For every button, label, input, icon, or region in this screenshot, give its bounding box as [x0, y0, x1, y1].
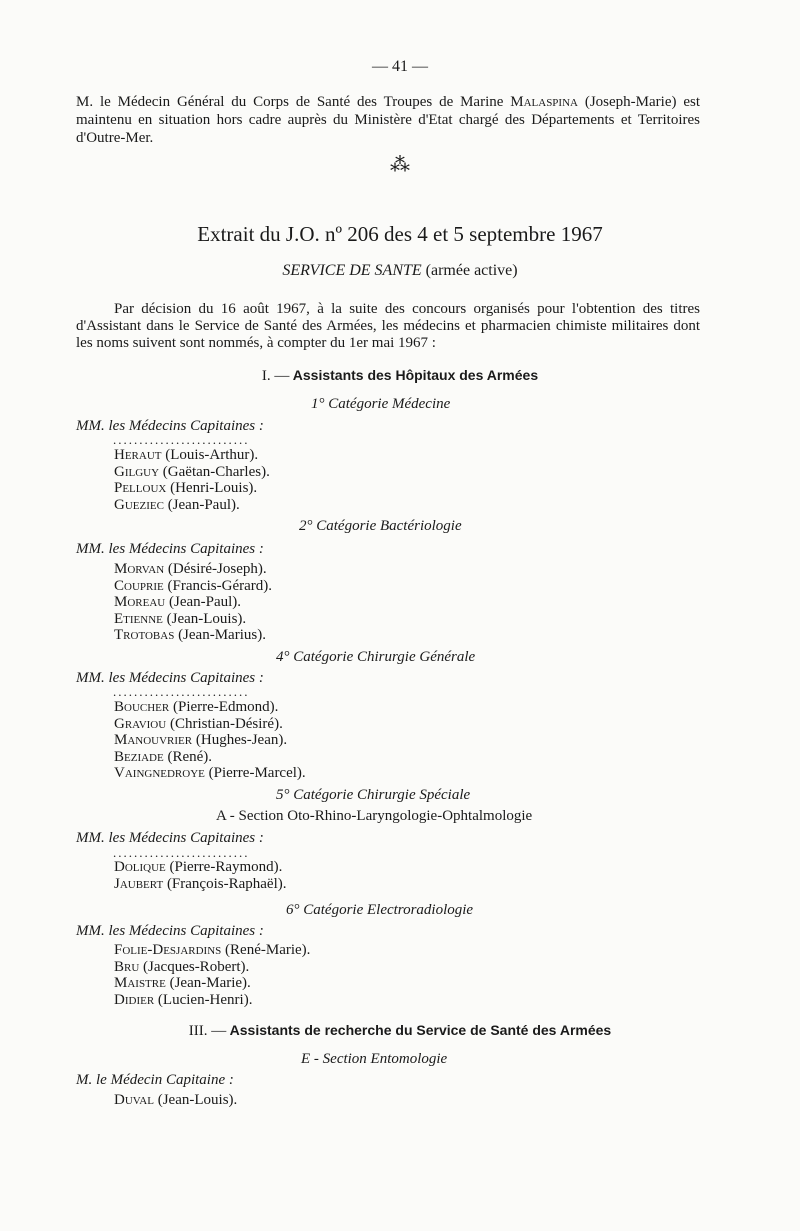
- category-2-group-label: MM. les Médecins Capitaines :: [76, 541, 264, 557]
- asterism-separator: ⁂: [390, 154, 410, 176]
- list-item: Beziade (René).: [114, 748, 213, 765]
- intro-rest: (Joseph-Marie) est maintenu en situation hors cadre auprès du Ministère d'Etat chargé des Départements et Territoires d'Outre-Mer.: [76, 94, 700, 146]
- list-item: Maistre (Jean-Marie).: [114, 975, 251, 991]
- category-1-dots: ..........................: [113, 432, 250, 447]
- list-item: Folie-Desjardins (René-Marie).: [114, 942, 311, 958]
- list-item: Trotobas (Jean-Marius).: [114, 627, 266, 643]
- list-item: Moreau (Jean-Paul).: [114, 594, 242, 610]
- section-iii-roman: III. —: [188, 1023, 227, 1039]
- category-6-heading: 6° Catégorie Electroradiologie: [286, 902, 474, 918]
- category-1-list: [114, 447, 270, 513]
- list-item: Etienne (Jean-Louis).: [114, 610, 247, 627]
- category-4-group-label: MM. les Médecins Capitaines :: [76, 670, 264, 686]
- list-item: Morvan (Désiré-Joseph).: [114, 561, 267, 577]
- category-6-list: [114, 942, 310, 1008]
- category-1-heading: 1° Catégorie Médecine: [311, 396, 451, 412]
- list-item: Graviou (Christian-Désiré).: [114, 715, 283, 732]
- list-item: Dolique (Pierre-Raymond).: [114, 859, 283, 875]
- list-item: Boucher (Pierre-Edmond).: [114, 699, 279, 715]
- list-item: Didier (Lucien-Henri).: [114, 991, 253, 1008]
- service-line: [0, 262, 800, 280]
- section-e-group-label: M. le Médecin Capitaine :: [76, 1072, 234, 1088]
- section-e-heading: E - Section Entomologie: [301, 1051, 448, 1067]
- list-item: Bru (Jacques-Robert).: [114, 958, 250, 975]
- decision-paragraph: Par décision du 16 août 1967, à la suite des concours organisés pour l'obtention des titres d'Assistant dans le Service de Santé des Armées, les médecins et pharmacien chimiste militaires dont les noms suivent sont nommés, à compter du 1er mai 1967 :: [76, 301, 700, 351]
- category-5-list: [114, 859, 286, 892]
- list-item: Jaubert (François-Raphaël).: [114, 875, 287, 892]
- category-4-list: [114, 699, 306, 782]
- category-5-subsection: A - Section Oto-Rhino-Laryngologie-Ophtalmologie: [216, 808, 533, 824]
- category-4-dots: ..........................: [113, 684, 250, 699]
- intro-name: Malaspina: [510, 94, 578, 110]
- section-i-roman: I. —: [261, 368, 290, 384]
- category-6-group-label: MM. les Médecins Capitaines :: [76, 923, 264, 939]
- list-item: Vaingnedroye (Pierre-Marcel).: [114, 765, 306, 781]
- section-e-list: [114, 1092, 237, 1109]
- intro-paragraph: [76, 93, 700, 147]
- section-i-title: Assistants des Hôpitaux des Armées: [289, 367, 539, 383]
- category-2-heading: 2° Catégorie Bactériologie: [299, 518, 462, 534]
- section-iii-heading: [0, 1022, 800, 1040]
- service-name: SERVICE DE SANTE: [282, 262, 422, 279]
- list-item: Manouvrier (Hughes-Jean).: [114, 732, 288, 748]
- list-item: Duval (Jean-Louis).: [114, 1092, 238, 1108]
- list-item: Pelloux (Henri-Louis).: [114, 480, 258, 496]
- list-item: Couprie (Francis-Gérard).: [114, 577, 273, 594]
- category-2-list: [114, 561, 272, 644]
- category-1-group-label: MM. les Médecins Capitaines :: [76, 418, 264, 434]
- category-5-dots: ..........................: [113, 845, 250, 860]
- category-4-heading: 4° Catégorie Chirurgie Générale: [276, 649, 476, 665]
- section-i-heading: [0, 367, 800, 385]
- intro-lead: M. le Médecin Général du Corps de Santé des Troupes de Marine: [76, 94, 511, 110]
- category-5-group-label: MM. les Médecins Capitaines :: [76, 830, 264, 846]
- list-item: Gueziec (Jean-Paul).: [114, 496, 240, 513]
- section-iii-title: Assistants de recherche du Service de Santé des Armées: [226, 1022, 612, 1038]
- page-number: — 41 —: [372, 58, 428, 75]
- extract-title: Extrait du J.O. nº 206 des 4 et 5 septembre 1967: [197, 222, 603, 246]
- list-item: Heraut (Louis-Arthur).: [114, 447, 259, 463]
- list-item: Gilguy (Gaëtan-Charles).: [114, 463, 270, 480]
- service-qualifier: (armée active): [421, 262, 518, 279]
- category-5-heading: 5° Catégorie Chirurgie Spéciale: [276, 787, 471, 803]
